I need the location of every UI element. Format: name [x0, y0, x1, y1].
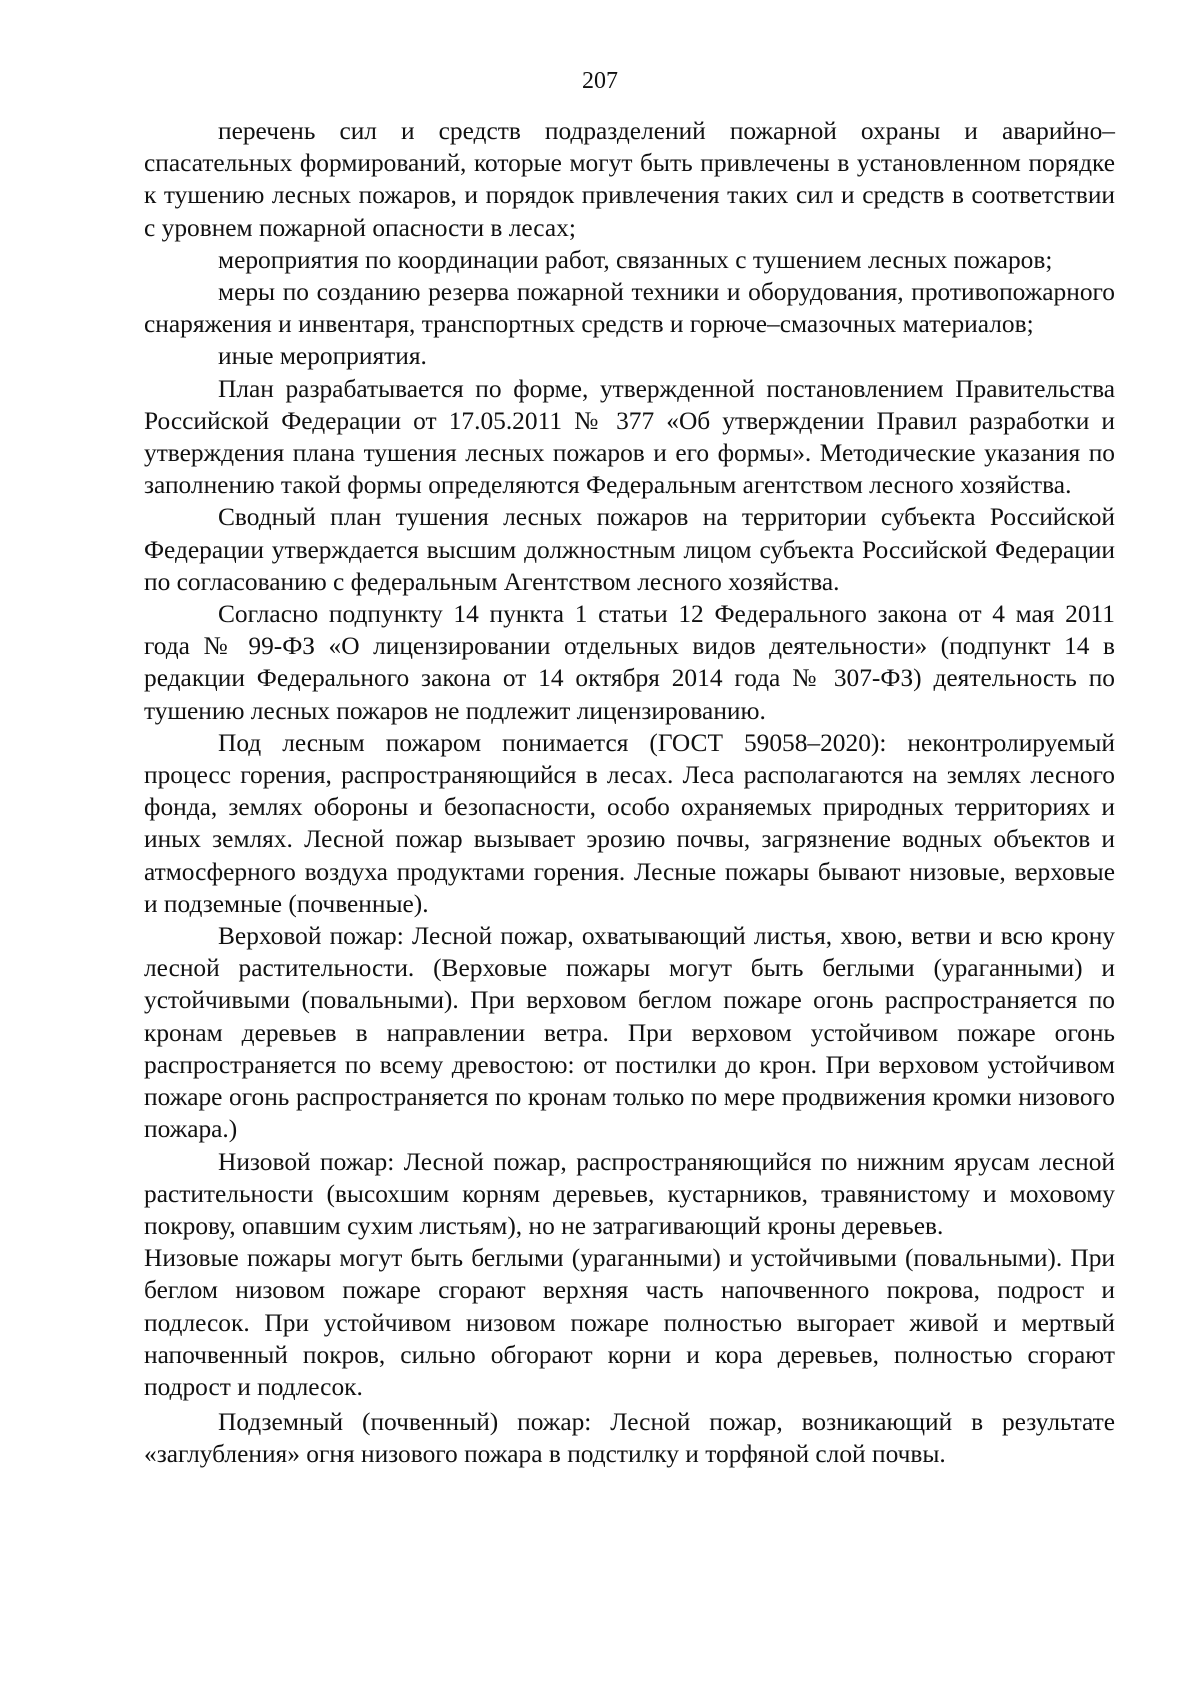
paragraph-other-measures: иные мероприятия. [218, 342, 427, 371]
paragraph-plan-form: План разрабатывается по форме, утвержденной постановлением Правительства Российской Федерации от 17.05.2011 № 377 «Об утверждении Правил разработки и утверждения плана тушения лесных пожаров и его формы». Методические указания по заполнению такой формы определяются Федеральным агентством лесного хозяйства. [144, 374, 1115, 500]
paragraph-forest-fire-definition: Под лесным пожаром понимается (ГОСТ 59058–2020): неконтролируемый процесс горения, распространяющийся в лесах. Леса располагаются на землях лесного фонда, землях обороны и безопасности, особо охраняемых природных территориях и иных землях. Лесной пожар вызывает эрозию почвы, загрязнение водных объектов и атмосферного воздуха продуктами горения. Лесные пожары бывают низовые, верховые и подземные (почвенные). [144, 728, 1115, 918]
paragraph-ground-fire-types: Низовые пожары могут быть беглыми (ураганными) и устойчивыми (повальными). При беглом низовом пожаре сгорают верхняя часть напочвенного покрова, подрост и подлесок. При устойчивом низовом пожаре полностью выгорает живой и мертвый напочвенный покров, сильно обгорают корни и кора деревьев, полностью сгорают подрост и подлесок. [144, 1244, 1115, 1401]
paragraph-crown-fire: Верховой пожар: Лесной пожар, охватывающий листья, хвою, ветви и всю крону лесной растительности. (Верховые пожары могут быть беглыми (ураганными) и устойчивыми (повальными). При верховом беглом пожаре огонь распространяется по кронам деревьев в направлении ветра. При верховом устойчивом пожаре огонь распространяется по всему древостою: от постилки до крон. При верховом устойчивом пожаре огонь распространяется по кронам только по мере продвижения кромки низового пожара.) [144, 922, 1115, 1144]
paragraph-summary-plan: Сводный план тушения лесных пожаров на территории субъекта Российской Федерации утверждается высшим должностным лицом субъекта Российской Федерации по согласованию с федеральным Агентством лесного хозяйства. [144, 503, 1115, 596]
paragraph-underground-fire: Подземный (почвенный) пожар: Лесной пожар, возникающий в результате «заглубления» огня низового пожара в подстилку и торфяной слой почвы. [144, 1408, 1115, 1469]
paragraph-coordination: мероприятия по координации работ, связанных с тушением лесных пожаров; [218, 245, 1053, 274]
paragraph-ground-fire: Низовой пожар: Лесной пожар, распространяющийся по нижним ярусам лесной растительности (высохшим корням деревьев, кустарников, травянистому и моховому покрову, опавшим сухим листьям), но не затрагивающий кроны деревьев. [144, 1147, 1115, 1240]
paragraph-licensing: Согласно подпункту 14 пункта 1 статьи 12 Федерального закона от 4 мая 2011 года № 99-ФЗ «О лицензировании отдельных видов деятельности» (подпункт 14 в редакции Федерального закона от 14 октября 2014 года № 307-ФЗ) деятельность по тушению лесных пожаров не подлежит лицензированию. [144, 600, 1115, 725]
paragraph-reserve: меры по созданию резерва пожарной техники и оборудования, противопожарного снаряжения и инвентаря, транспортных средств и горюче–смазочных материалов; [144, 278, 1115, 339]
paragraph-forces-list: перечень сил и средств подразделений пожарной охраны и аварийно–спасательных формирований, которые могут быть привлечены в установленном порядке к тушению лесных пожаров, и порядок привлечения таких сил и средств в соответствии с уровнем пожарной опасности в лесах; [144, 117, 1115, 242]
body-text [144, 115, 1115, 1471]
page-number: 207 [582, 68, 618, 94]
